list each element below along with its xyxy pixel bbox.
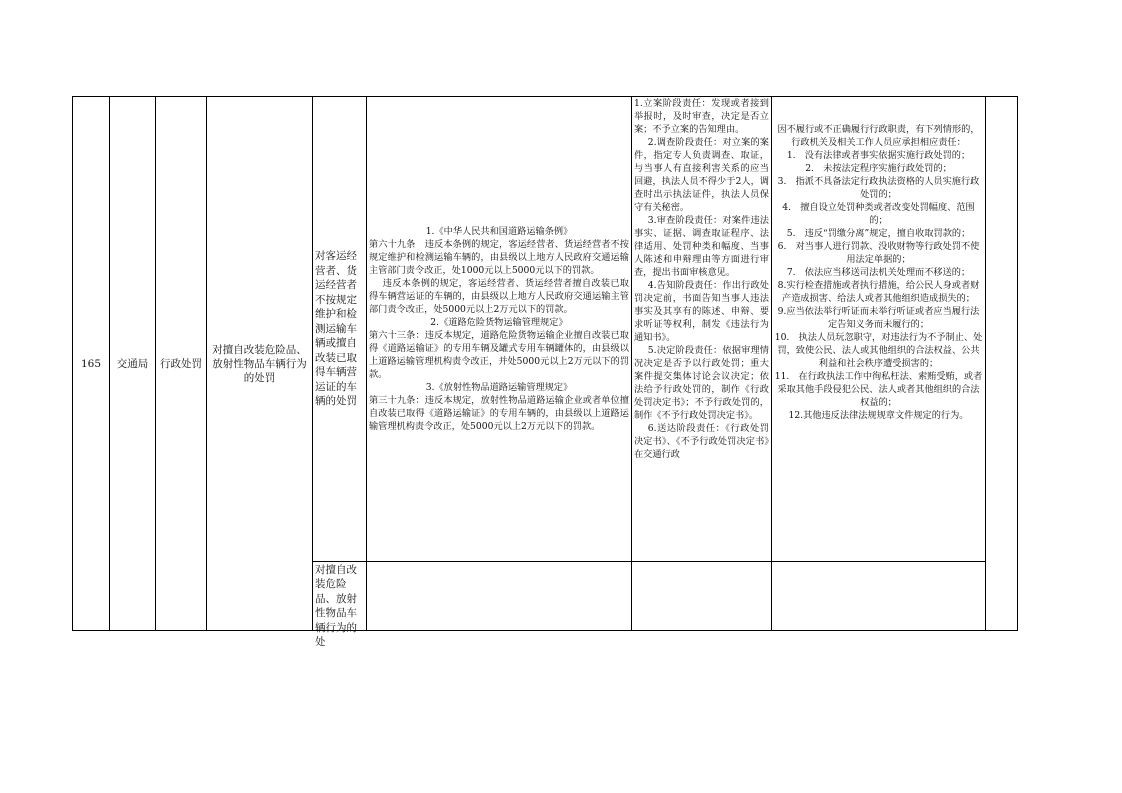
liability-item: 11. 在行政执法工作中徇私枉法、索贿受贿，或者采取其他手段侵犯公民、法人或者其他组织的合法权益的； [774,371,983,408]
liability-cell [772,97,986,562]
responsibility-item: 3.审查阶段责任：对案件违法事实、证据、调查取证程序、法律适用、处罚种类和幅度、当事人陈述和申辩理由等方面进行审查，提出书面审核意见。 [634,215,769,278]
responsibility-item: 1.立案阶段责任：发现或者接到举报时，及时审查，决定是否立案；不予立案的告知理由。 [634,98,769,135]
liability-item: 5. 违反“罚缴分离”规定，擅自收取罚款的； [786,228,971,239]
basis-article: 违反本条例的规定，客运经营者、货运经营者擅自改装已取得车辆营运证的车辆的，由县级以上地方人民政府交通运输主管部门责令改正，处5000元以上2万元以下的罚款。 [369,278,629,315]
item-name-cell: 对擅自改装危险品、放射性物品车辆行为的处罚 [207,97,313,631]
liability-item: 10. 执法人员玩忽职守，对违法行为不予制止、处罚，致使公民、法人或其他组织的合法权益、公共利益和社会秩序遭受损害的； [774,332,983,369]
basis-law-title: 2.《道路危险货物运输管理规定》 [430,317,568,328]
basis-law-title: 3.《放射性物品道路运输管理规定》 [425,382,573,393]
responsibility-cell [632,97,772,562]
legal-basis-cell-empty [367,562,632,631]
sub-item-cell: 对客运经营者、货运经营者不按规定维护和检测运输车辆或擅自改装已取得车辆营运证的车辆的处罚 [313,97,367,562]
responsibility-cell-empty [632,562,772,631]
liability-item: 4. 擅自设立处罚种类或者改变处罚幅度、范围的； [782,202,975,226]
responsibility-item: 2.调查阶段责任：对立案的案件，指定专人负责调查、取证，与当事人有直接利害关系的应当回避，执法人员不得少于2人，调查时出示执法证件，执法人员保守有关秘密。 [634,137,769,213]
remarks-cell [986,97,1018,631]
table-row [73,97,1018,562]
basis-article: 第三十九条：违反本规定，放射性物品道路运输企业或者单位擅自改装已取得《道路运输证》的专用车辆的，由县级以上道路运输管理机构责令改正，处5000元以上2万元以下的罚款。 [369,395,629,432]
row-number: 165 [73,97,110,631]
liability-item: 2. 未按法定程序实施行政处罚的； [805,163,952,174]
liability-item: 12.其他违反法律法规规章文件规定的行为。 [788,410,969,421]
liability-cell-empty [772,562,986,631]
basis-article: 第六十九条 违反本条例的规定，客运经营者、货运经营者不按规定维护和检测运输车辆的，由县级以上地方人民政府交通运输主管部门责令改正，处1000元以上5000元以下的罚款。 [369,239,629,276]
basis-article: 第六十三条：违反本规定，道路危险货物运输企业擅自改装已取得《道路运输证》的专用车辆及罐式专用车辆罐体的，由县级以上道路运输管理机构责令改正，并处5000元以上2万元以下的罚款。 [369,330,629,380]
liability-item: 8.实行检查措施或者执行措施，给公民人身或者财产造成损害、给法人或者其他组织造成损失的； [777,280,980,304]
basis-law-title: 1.《中华人民共和国道路运输条例》 [425,226,573,237]
sub-item-cell [313,562,367,648]
power-type-cell: 行政处罚 [156,97,207,631]
liability-item: 9.应当依法举行听证而未举行听证或者应当履行法定告知义务而未履行的； [777,306,980,330]
responsibility-item: 6.送达阶段责任：《行政处罚决定书》、《不予行政处罚决定书》在交通行政 [634,423,769,460]
liability-item: 3. 指派不具备法定行政执法资格的人员实施行政处罚的； [777,176,980,200]
sub-item-text: 对擅自改装危险品、放射性物品车辆行为的处 [315,563,357,648]
department-cell: 交通局 [110,97,156,631]
liability-item: 7. 依法应当移送司法机关处理而不移送的； [786,267,971,278]
liability-item: 1. 没有法律或者事实依据实施行政处罚的； [786,150,971,161]
legal-basis-cell [367,97,632,562]
power-list-table [72,96,1018,648]
responsibility-item: 4.告知阶段责任：作出行政处罚决定前，书面告知当事人违法事实及其享有的陈述、申辩、要求听证等权利，制发《违法行为通知书》。 [634,280,769,343]
liability-item: 6. 对当事人进行罚款、没收财物等行政处罚不使用法定单据的； [777,241,980,265]
responsibility-item: 5.决定阶段责任：依据审理情况决定是否予以行政处罚；重大案件提交集体讨论会议决定；依法给予行政处罚的，制作《行政处罚决定书》；不予行政处罚的，制作《不予行政处罚决定书》。 [634,345,769,421]
liability-intro: 因不履行或不正确履行行政职责，有下列情形的，行政机关及相关工作人员应承担相应责任： [777,124,980,148]
